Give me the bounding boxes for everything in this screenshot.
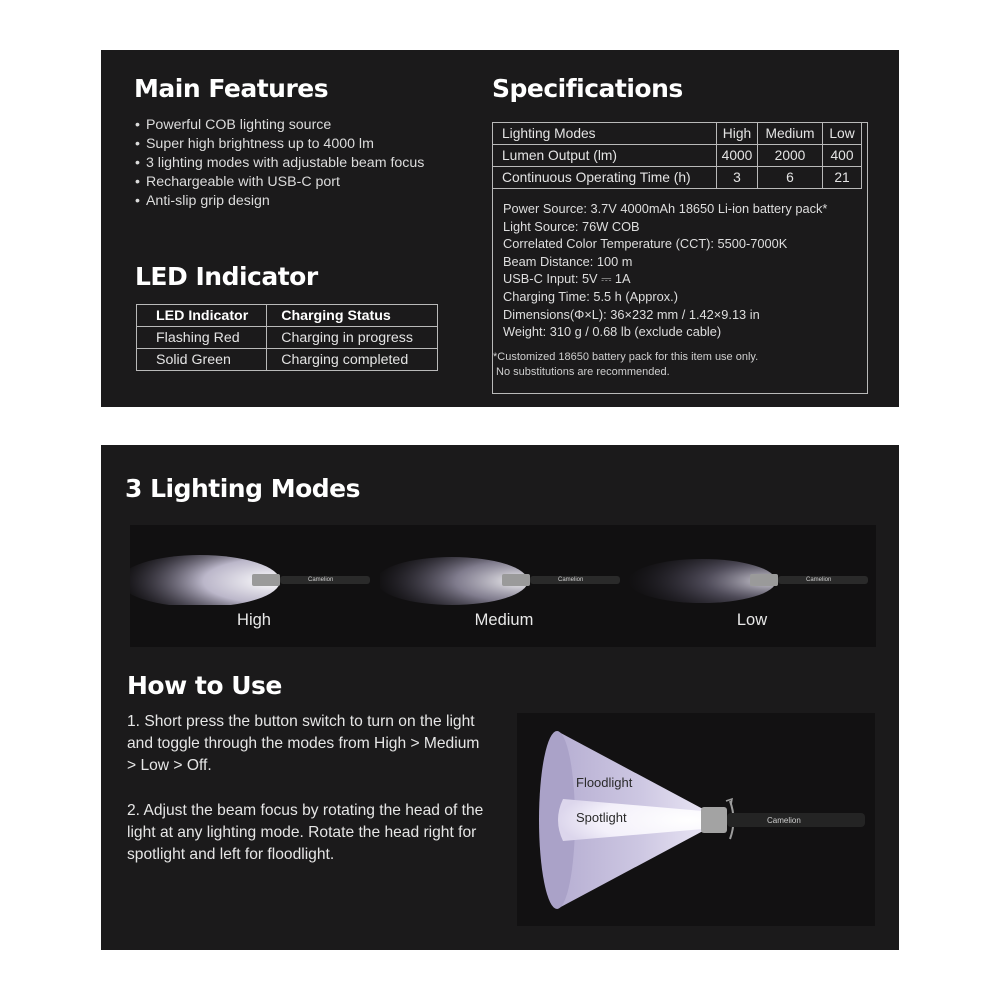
- spec-line: Power Source: 3.7V 4000mAh 18650 Li-ion battery pack*: [503, 201, 828, 216]
- table-cell: 4000: [717, 145, 758, 167]
- feature-item: • Super high brightness up to 4000 lm: [135, 135, 424, 154]
- table-cell: Lighting Modes: [493, 123, 717, 145]
- spec-line: USB-C Input: 5V ⎓ 1A: [503, 271, 631, 287]
- table-header-cell: Charging Status: [267, 305, 438, 327]
- lighting-modes-heading: 3 Lighting Modes: [125, 474, 360, 503]
- flashlight-head-icon: [502, 574, 530, 586]
- table-cell: 400: [823, 145, 862, 167]
- flashlight-medium-image: [380, 525, 628, 605]
- table-cell: Low: [823, 123, 862, 145]
- table-cell: 2000: [758, 145, 823, 167]
- usage-step: 2. Adjust the beam focus by rotating the head of the light at any lighting mode. Rotate the head right for spotlight and left for floodlight.: [127, 802, 484, 863]
- usage-step: 1. Short press the button switch to turn on the light and toggle through the modes from High > Medium > Low > Off.: [127, 713, 480, 774]
- table-cell: Solid Green: [137, 349, 267, 371]
- spec-line: Correlated Color Temperature (CCT): 5500-7000K: [503, 236, 788, 252]
- beam-focus-diagram: [517, 713, 875, 926]
- feature-item: • Powerful COB lighting source: [135, 116, 424, 135]
- table-row: [137, 327, 438, 349]
- brand-label: Camelion: [308, 577, 334, 583]
- mode-high: [130, 525, 378, 647]
- spec-line: Weight: 310 g / 0.68 lb (exclude cable): [503, 324, 722, 340]
- spec-line: Beam Distance: 100 m: [503, 253, 633, 269]
- table-row: [493, 123, 862, 145]
- table-cell: 21: [823, 167, 862, 189]
- lighting-modes-strip: [130, 525, 876, 647]
- features-list: [135, 116, 424, 211]
- table-row: [137, 349, 438, 371]
- table-cell: Flashing Red: [137, 327, 267, 349]
- specifications-table: [492, 122, 862, 189]
- spec-line: Charging Time: 5.5 h (Approx.): [503, 288, 678, 304]
- table-cell: Charging in progress: [267, 327, 438, 349]
- table-header-row: [137, 305, 438, 327]
- specifications-heading: Specifications: [492, 74, 683, 103]
- table-cell: Continuous Operating Time (h): [493, 167, 717, 189]
- mode-low: [628, 525, 876, 647]
- main-features-heading: Main Features: [134, 74, 329, 103]
- flashlight-high-image: [130, 525, 378, 605]
- footnote-line: *Customized 18650 battery pack for this item use only.: [493, 351, 759, 363]
- mode-label: Low: [736, 611, 768, 629]
- footnote-line: No substitutions are recommended.: [493, 366, 670, 378]
- spec-line: Light Source: 76W COB: [503, 218, 640, 234]
- spec-details-list: [503, 200, 827, 341]
- spotlight-label: Spotlight: [576, 810, 627, 825]
- led-indicator-table: [136, 304, 438, 371]
- table-cell: High: [717, 123, 758, 145]
- flashlight-low-image: [628, 525, 876, 605]
- table-header-cell: LED Indicator: [137, 305, 267, 327]
- mode-label: Medium: [474, 611, 534, 629]
- table-row: [493, 145, 862, 167]
- table-cell: 3: [717, 167, 758, 189]
- table-row: [493, 167, 862, 189]
- flashlight-head-icon: [750, 574, 778, 586]
- usage-steps: [127, 711, 487, 889]
- mode-label: High: [237, 611, 271, 629]
- features-specs-panel: [101, 50, 899, 407]
- table-cell: Medium: [758, 123, 823, 145]
- flashlight-head-icon: [252, 574, 280, 586]
- brand-label: Camelion: [806, 577, 832, 583]
- spec-line: Dimensions(Φ×L): 36×232 mm / 1.42×9.13 in: [503, 306, 760, 322]
- feature-item: • 3 lighting modes with adjustable beam focus: [135, 154, 424, 173]
- table-cell: Lumen Output (lm): [493, 145, 717, 167]
- feature-item: • Anti-slip grip design: [135, 192, 424, 211]
- brand-label: Camelion: [767, 816, 801, 825]
- mode-medium: [380, 525, 628, 647]
- table-cell: 6: [758, 167, 823, 189]
- led-indicator-heading: LED Indicator: [135, 262, 318, 291]
- floodlight-label: Floodlight: [576, 775, 633, 790]
- rotate-arrowhead-icon: [726, 799, 732, 805]
- flashlight-head-icon: [701, 807, 727, 833]
- table-cell: Charging completed: [267, 349, 438, 371]
- battery-footnote: [493, 350, 758, 380]
- modes-usage-panel: [101, 445, 899, 950]
- beam-focus-image: [517, 713, 875, 926]
- feature-item: • Rechargeable with USB-C port: [135, 173, 424, 192]
- how-to-use-heading: How to Use: [127, 671, 282, 700]
- brand-label: Camelion: [558, 577, 584, 583]
